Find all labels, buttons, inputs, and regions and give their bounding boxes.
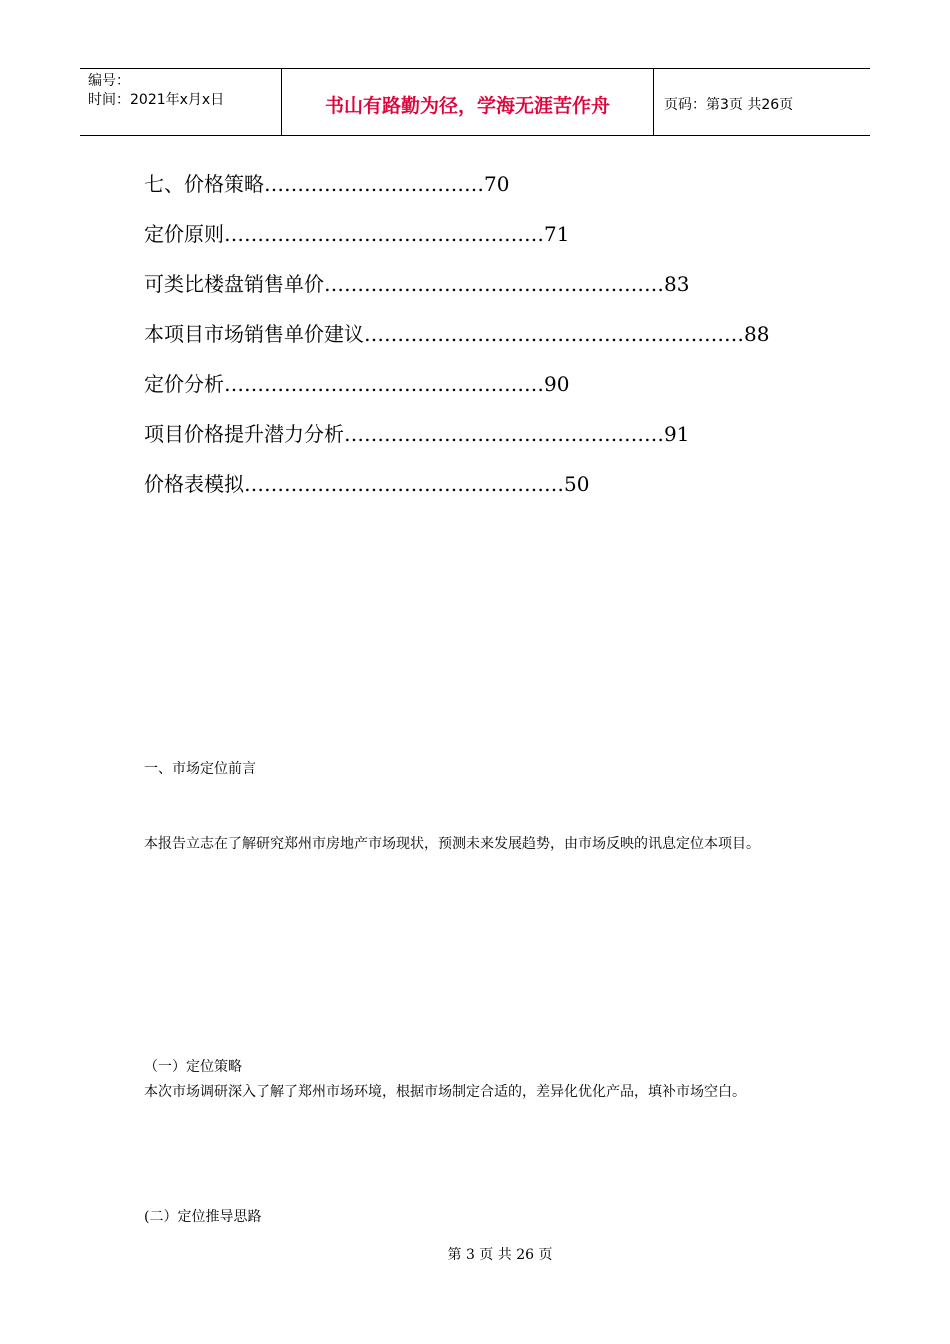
toc-page: 70 <box>484 172 510 196</box>
toc-page: 90 <box>544 372 570 396</box>
toc-title: 可类比楼盘销售单价 <box>144 272 324 296</box>
toc-title: 七、价格策略 <box>144 172 264 196</box>
toc-page: 83 <box>664 272 690 296</box>
subsection-paragraph: 本次市场调研深入了解了郑州市场环境，根据市场制定合适的，差异化优化产品，填补市场空白。 <box>144 1084 746 1100</box>
toc-title: 定价分析 <box>144 372 224 396</box>
toc-entry <box>144 368 769 418</box>
header-meta <box>80 69 281 135</box>
toc-entry <box>144 168 769 218</box>
toc-entry <box>144 318 769 368</box>
toc-entry <box>144 268 769 318</box>
toc-dots: ………………………………………………… <box>364 322 744 346</box>
toc-page: 88 <box>744 322 770 346</box>
serial-label: 编号： <box>88 73 130 89</box>
table-of-contents <box>144 168 769 518</box>
toc-title: 价格表模拟 <box>144 472 244 496</box>
toc-title: 定价原则 <box>144 222 224 246</box>
section-title: 一、市场定位前言 <box>144 761 256 777</box>
toc-dots: ………………………………………… <box>224 222 544 246</box>
toc-dots: …………………………………………… <box>324 272 664 296</box>
header-motto: 书山有路勤为径，学海无涯苦作舟 <box>281 69 654 135</box>
subsection-title: （一）定位策略 <box>144 1059 242 1075</box>
header-page-info: 页码：第3页 共26页 <box>664 97 794 113</box>
date-label: 时间：2021年x月x日 <box>88 92 225 108</box>
section-paragraph: 本报告立志在了解研究郑州市房地产市场现状，预测未来发展趋势，由市场反映的讯息定位本项目。 <box>144 836 760 852</box>
toc-dots: …………………………… <box>264 172 484 196</box>
toc-entry <box>144 218 769 268</box>
toc-dots: ………………………………………… <box>244 472 564 496</box>
toc-entry <box>144 468 769 518</box>
page-footer: 第 3 页 共 26 页 <box>447 1247 553 1263</box>
toc-dots: ………………………………………… <box>224 372 544 396</box>
toc-entry <box>144 418 769 468</box>
toc-dots: ………………………………………… <box>344 422 664 446</box>
toc-page: 50 <box>564 472 590 496</box>
page-header <box>80 68 870 136</box>
toc-title: 本项目市场销售单价建议 <box>144 322 364 346</box>
toc-page: 91 <box>664 422 690 446</box>
toc-page: 71 <box>544 222 570 246</box>
subsection-title: (二）定位推导思路 <box>144 1209 262 1225</box>
toc-title: 项目价格提升潜力分析 <box>144 422 344 446</box>
